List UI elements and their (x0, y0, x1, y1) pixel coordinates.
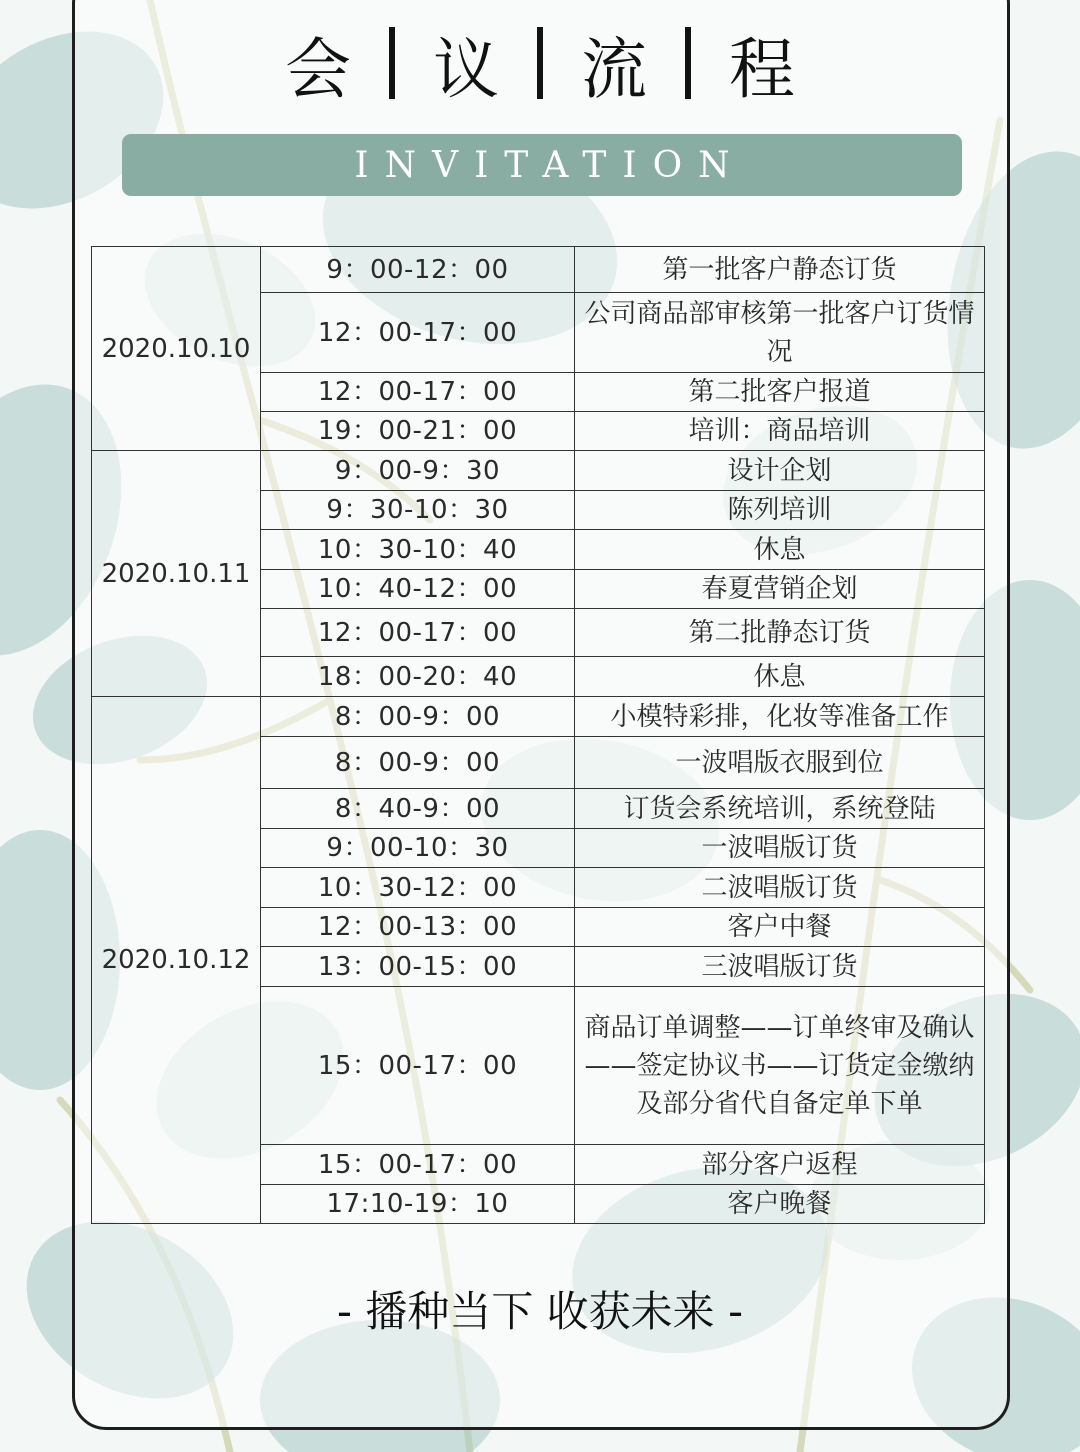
time-cell: 10：40-12：00 (261, 570, 575, 609)
activity-cell: 陈列培训 (575, 491, 985, 530)
time-cell: 9：00-12：00 (261, 247, 575, 293)
footer-slogan: - 播种当下 收获未来 - (336, 1287, 744, 1336)
time-cell: 9：00-10：30 (261, 829, 575, 868)
date-cell: 2020.10.12 (92, 697, 261, 1224)
activity-cell: 小模特彩排，化妆等准备工作 (575, 697, 985, 737)
activity-cell: 部分客户返程 (575, 1145, 985, 1185)
title-char: 流 (581, 30, 647, 108)
time-cell: 15：00-17：00 (261, 1145, 575, 1185)
activity-cell: 培训：商品培训 (575, 412, 985, 451)
date-cell: 2020.10.11 (92, 451, 261, 697)
time-cell: 13：00-15：00 (261, 947, 575, 987)
activity-cell: 一波唱版衣服到位 (575, 737, 985, 789)
activity-cell: 休息 (575, 657, 985, 697)
date-cell: 2020.10.10 (92, 247, 261, 451)
time-cell: 10：30-12：00 (261, 868, 575, 908)
title-divider (389, 27, 395, 99)
activity-cell: 三波唱版订货 (575, 947, 985, 987)
invitation-banner: INVITATION (122, 134, 962, 196)
time-cell: 8：00-9：00 (261, 697, 575, 737)
activity-cell: 客户中餐 (575, 908, 985, 947)
title-char: 程 (729, 30, 795, 108)
time-cell: 8：40-9：00 (261, 789, 575, 829)
time-cell: 9：00-9：30 (261, 451, 575, 491)
table-row (92, 697, 985, 737)
time-cell: 12：00-13：00 (261, 908, 575, 947)
time-cell: 17:10-19：10 (261, 1185, 575, 1224)
page-title (0, 18, 1080, 108)
schedule-table (91, 246, 985, 1224)
activity-cell: 订货会系统培训，系统登陆 (575, 789, 985, 829)
time-cell: 19：00-21：00 (261, 412, 575, 451)
time-cell: 8：00-9：00 (261, 737, 575, 789)
title-divider (685, 27, 691, 99)
time-cell: 12：00-17：00 (261, 373, 575, 412)
title-char: 会 (285, 30, 351, 108)
activity-cell: 第二批客户报道 (575, 373, 985, 412)
time-cell: 12：00-17：00 (261, 609, 575, 657)
activity-cell: 第二批静态订货 (575, 609, 985, 657)
time-cell: 10：30-10：40 (261, 530, 575, 570)
activity-cell: 二波唱版订货 (575, 868, 985, 908)
activity-cell: 客户晚餐 (575, 1185, 985, 1224)
activity-cell: 一波唱版订货 (575, 829, 985, 868)
table-row (92, 247, 985, 293)
activity-cell: 第一批客户静态订货 (575, 247, 985, 293)
activity-cell: 公司商品部审核第一批客户订货情况 (575, 293, 985, 373)
time-cell: 9：30-10：30 (261, 491, 575, 530)
time-cell: 15：00-17：00 (261, 987, 575, 1145)
table-row (92, 451, 985, 491)
time-cell: 12：00-17：00 (261, 293, 575, 373)
activity-cell: 春夏营销企划 (575, 570, 985, 609)
title-char: 议 (433, 30, 499, 108)
title-divider (537, 27, 543, 99)
time-cell: 18：00-20：40 (261, 657, 575, 697)
activity-cell: 休息 (575, 530, 985, 570)
activity-cell: 设计企划 (575, 451, 985, 491)
activity-cell: 商品订单调整——订单终审及确认——签定协议书——订货定金缴纳及部分省代自备定单下单 (575, 987, 985, 1145)
